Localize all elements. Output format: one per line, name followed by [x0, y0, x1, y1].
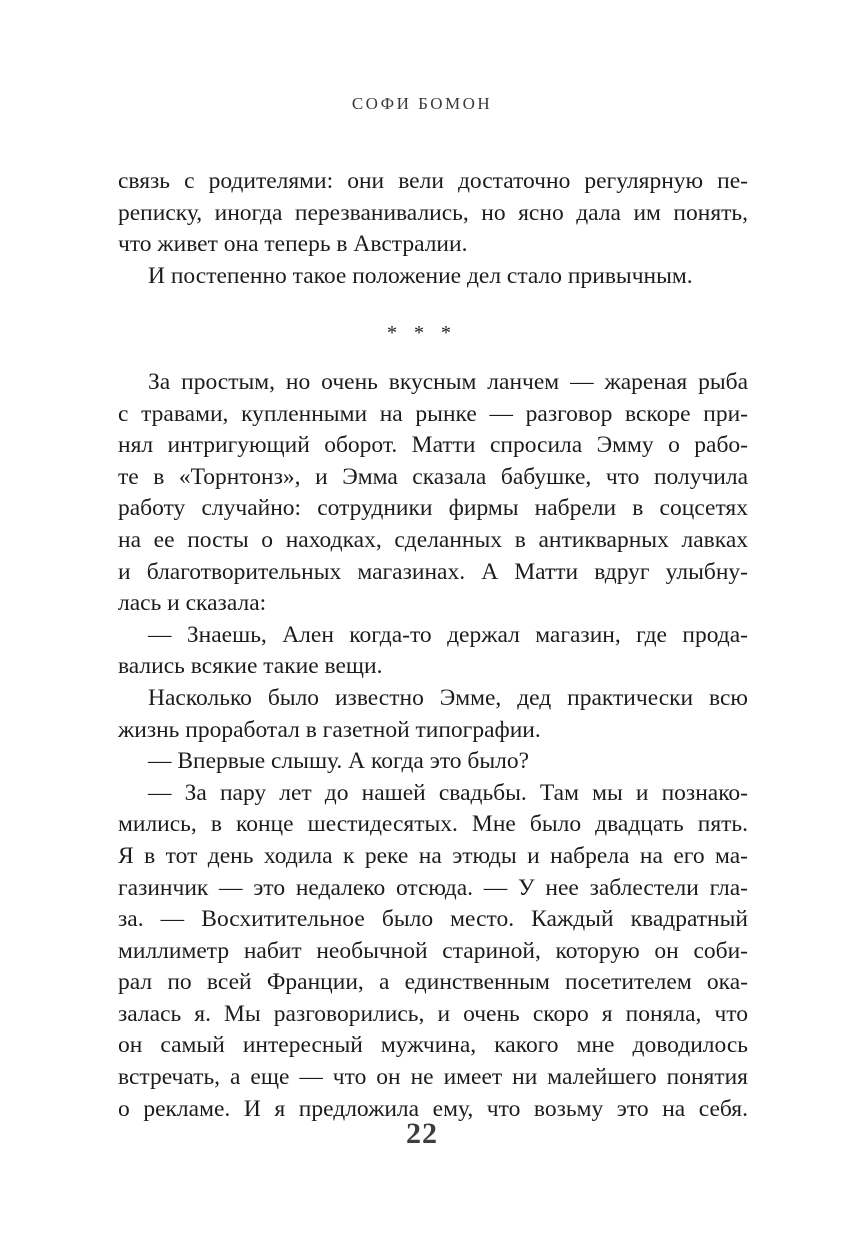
- section-break-asterisks: * * *: [387, 322, 457, 344]
- text-block-before-break: [118, 166, 748, 292]
- text-line: связь с родителями: они вели достаточно регулярную пе-: [118, 168, 748, 194]
- running-head: СОФИ БОМОН: [351, 94, 493, 113]
- text-line: За простым, но очень вкусным ланчем — жареная рыба: [148, 369, 748, 395]
- text-line: миллиметр набит необычной стариной, которую он соби-: [118, 937, 748, 964]
- text-line: И постепенно такое положение дел стало привычным.: [148, 262, 693, 289]
- text-line: Я в тот день ходила к реке на этюды и набрела на его ма-: [118, 842, 748, 869]
- text-line: газинчик — это недалеко отсюда. — У нее заблестели гла-: [118, 874, 748, 901]
- text-line: залась я. Мы разговорились, и очень скоро я поняла, что: [118, 1000, 748, 1027]
- text-line: Насколько было известно Эмме, дед практически всю: [148, 684, 748, 711]
- text-line: на ее посты о находках, сделанных в антикварных лавках: [118, 526, 748, 553]
- text-line: лась и сказала:: [118, 590, 267, 617]
- text-line: жизнь проработал в газетной типографии.: [118, 716, 541, 743]
- text-line: работу случайно: сотрудники фирмы набрели в соцсетях: [118, 495, 748, 522]
- text-line: — Знаешь, Ален когда-то держал магазин, где прода-: [148, 621, 748, 648]
- page-number: 22: [406, 1117, 438, 1150]
- text-line: и благотворительных магазинах. А Матти вдруг улыбну-: [118, 558, 748, 585]
- text-line: о рекламе. И я предложила ему, что возьму это на себя.: [118, 1095, 748, 1122]
- text-line: что живет она теперь в Австралии.: [118, 231, 468, 258]
- text-line: реписку, иногда перезванивались, но ясно дала им понять,: [118, 199, 748, 226]
- text-line: нял интригующий оборот. Матти спросила Эмму о рабо-: [118, 432, 748, 459]
- text-line: за. — Восхитительное было место. Каждый квадратный: [118, 906, 748, 933]
- text-block-after-break: [118, 367, 748, 1125]
- text-line: встречать, а еще — что он не имеет ни малейшего понятия: [118, 1064, 748, 1091]
- text-line: вались всякие такие вещи.: [118, 653, 383, 680]
- text-line: мились, в конце шестидесятых. Мне было двадцать пять.: [118, 811, 748, 838]
- text-line: — За пару лет до нашей свадьбы. Там мы и познако-: [148, 779, 748, 806]
- text-line: с травами, купленными на рынке — разговор вскоре при-: [118, 400, 748, 427]
- text-line: те в «Торнтонз», и Эмма сказала бабушке, что получила: [118, 463, 748, 490]
- text-line: — Впервые слышу. А когда это было?: [148, 748, 530, 775]
- text-line: он самый интересный мужчина, какого мне доводилось: [118, 1032, 748, 1059]
- text-line: рал по всей Франции, а единственным посетителем ока-: [118, 969, 748, 996]
